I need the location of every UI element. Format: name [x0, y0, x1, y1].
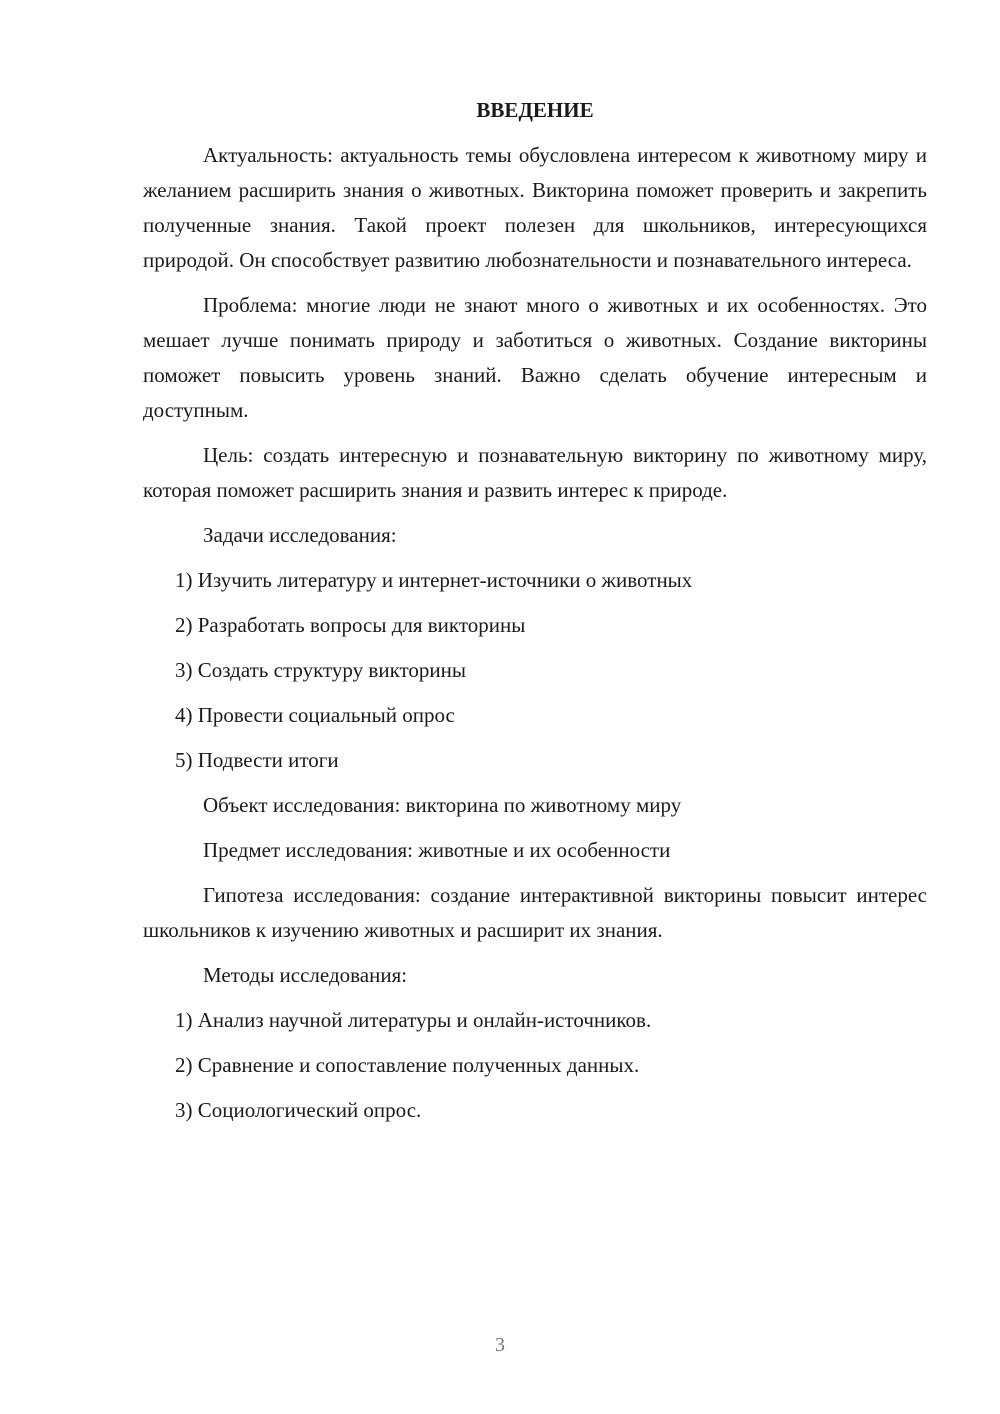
tasks-list [143, 563, 927, 778]
research-subject: Предмет исследования: животные и их особенности [203, 838, 671, 862]
list-item: 4) Провести социальный опрос [175, 703, 455, 727]
list-item: 1) Анализ научной литературы и онлайн-источников. [175, 1008, 652, 1032]
list-item: 5) Подвести итоги [175, 748, 339, 772]
goal-paragraph: Цель: создать интересную и познавательную викторину по животному миру, которая поможет расширить знания и развить интерес к природе. [143, 443, 927, 502]
tasks-heading: Задачи исследования: [203, 523, 397, 547]
list-item: 1) Изучить литературу и интернет-источники о животных [175, 568, 693, 592]
hypothesis-paragraph: Гипотеза исследования: создание интерактивной викторины повысит интерес школьников к изучению животных и расширит их знания. [143, 883, 927, 942]
page-content [143, 90, 927, 1138]
methods-heading: Методы исследования: [203, 963, 408, 987]
research-object: Объект исследования: викторина по животному миру [203, 793, 682, 817]
list-item: 2) Разработать вопросы для викторины [175, 613, 526, 637]
problem-paragraph: Проблема: многие люди не знают много о животных и их особенностях. Это мешает лучше понимать природу и заботиться о животных. Создание викторины поможет повысить уровень знаний. Важно сделать обучение интересным и доступным. [143, 293, 927, 422]
page-number: 3 [495, 1334, 505, 1356]
relevance-paragraph: Актуальность: актуальность темы обусловлена интересом к животному миру и желанием расширить знания о животных. Викторина поможет проверить и закрепить полученные знания. Такой проект полезен для школьников, интересующихся природой. Он способствует развитию любознательности и познавательного интереса. [143, 143, 927, 272]
methods-list [143, 1003, 927, 1128]
list-item: 3) Социологический опрос. [175, 1098, 422, 1122]
page-title: ВВЕДЕНИЕ [476, 98, 594, 122]
list-item: 3) Создать структуру викторины [175, 658, 466, 682]
list-item: 2) Сравнение и сопоставление полученных данных. [175, 1053, 640, 1077]
